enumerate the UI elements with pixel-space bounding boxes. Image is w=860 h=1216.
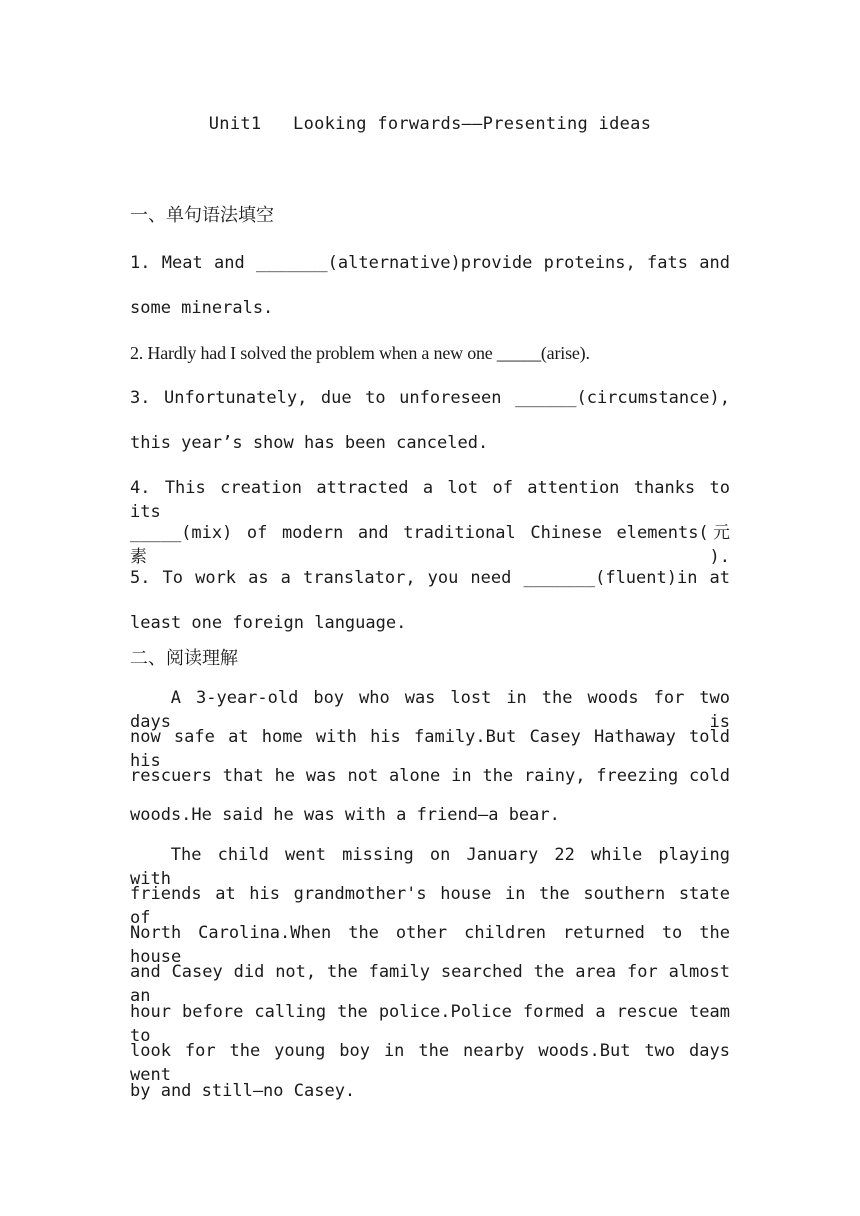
- question-line: 4. This creation attracted a lot of attention thanks to its: [130, 478, 730, 522]
- passage-line: by and still—no Casey.: [130, 1081, 356, 1101]
- question-line: 3. Unfortunately, due to unforeseen ______(circumstance),: [130, 388, 730, 408]
- passage-line: woods.He said he was with a friend—a bear.: [130, 805, 560, 825]
- passage-line: and Casey did not, the family searched the area for almost an: [130, 962, 730, 1006]
- question-line: 5. To work as a translator, you need _______(fluent)in at: [130, 568, 730, 588]
- passage-line: hour before calling the police.Police formed a rescue team to: [130, 1002, 730, 1046]
- passage-line: friends at his grandmother's house in the southern state of: [130, 884, 730, 928]
- passage-line: look for the young boy in the nearby woods.But two days went: [130, 1041, 730, 1085]
- question-line: least one foreign language.: [130, 613, 407, 633]
- passage-line: now safe at home with his family.But Casey Hathaway told his: [130, 727, 730, 771]
- page-title: Unit1 Looking forwards——Presenting ideas: [208, 114, 652, 134]
- passage-line: rescuers that he was not alone in the rainy, freezing cold: [130, 766, 730, 786]
- passage-line: The child went missing on January 22 while playing with: [130, 845, 730, 889]
- passage-line: A 3-year-old boy who was lost in the woods for two days is: [130, 688, 730, 732]
- question-line: this year’s show has been canceled.: [130, 433, 489, 453]
- passage-line: North Carolina.When the other children returned to the house: [130, 923, 730, 967]
- question-line: 1. Meat and _______(alternative)provide proteins, fats and: [130, 253, 730, 273]
- section-heading-grammar: 一、单句语法填空: [130, 205, 274, 226]
- question-line: some minerals.: [130, 298, 274, 318]
- question-line: 2. Hardly had I solved the problem when a new one _____(arise).: [130, 343, 590, 363]
- section-heading-reading: 二、阅读理解: [130, 648, 238, 669]
- question-line: _____(mix) of modern and traditional Chinese elements(元素).: [130, 523, 730, 567]
